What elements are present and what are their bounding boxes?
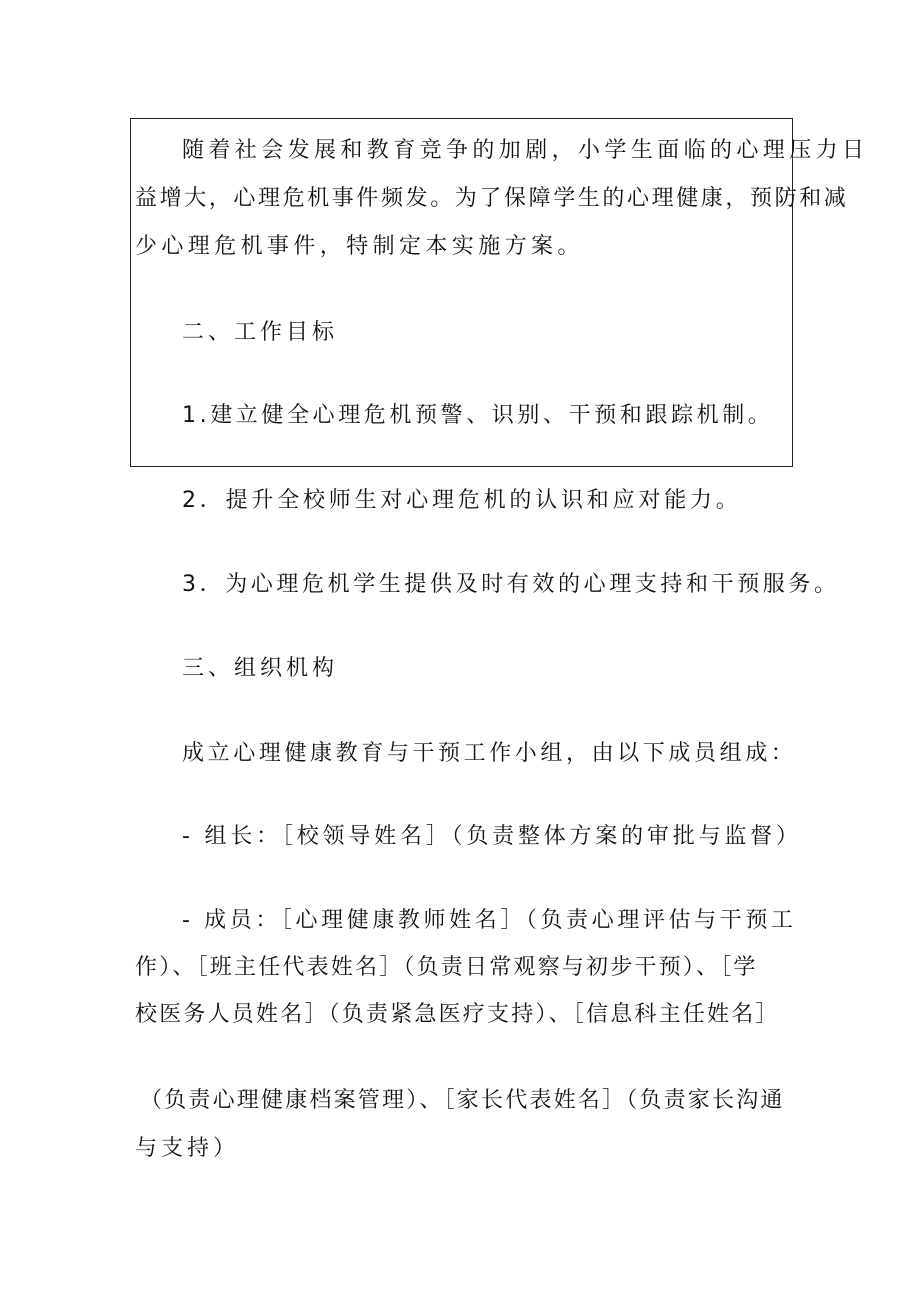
section-heading-organization: 三、组织机构: [182, 656, 339, 681]
organization-intro: 成立心理健康教育与干预工作小组，由以下成员组成：: [182, 741, 797, 766]
member-list-line-2: 作）、［班主任代表姓名］（负责日常观察与初步干预）、［学: [135, 955, 758, 980]
goal-item-1: 1.建立健全心理危机预警、识别、干预和跟踪机制。: [182, 403, 774, 428]
member-list-line-5: 与支持）: [135, 1136, 240, 1161]
paragraph-intro-line-3: 少心理危机事件，特制定本实施方案。: [135, 234, 584, 259]
member-leader: - 组长：［校领导姓名］（负责整体方案的审批与监督）: [182, 824, 802, 849]
goal-item-3: 3．为心理危机学生提供及时有效的心理支持和干预服务。: [182, 572, 840, 597]
paragraph-intro-line-2: 益增大，心理危机事件频发。为了保障学生的心理健康，预防和减: [135, 186, 849, 211]
goal-item-2: 2．提升全校师生对心理危机的认识和应对能力。: [182, 488, 742, 513]
section-heading-goals: 二、工作目标: [182, 320, 339, 345]
paragraph-intro-line-1: 随着社会发展和教育竞争的加剧，小学生面临的心理压力日: [182, 138, 869, 163]
member-list-line-4: （负责心理健康档案管理）、［家长代表姓名］（负责家长沟通: [140, 1088, 785, 1113]
member-list-line-1: - 成员：［心理健康教师姓名］（负责心理评估与干预工: [182, 908, 797, 933]
member-list-line-3: 校医务人员姓名］（负责紧急医疗支持）、［信息科主任姓名］: [135, 1002, 780, 1027]
